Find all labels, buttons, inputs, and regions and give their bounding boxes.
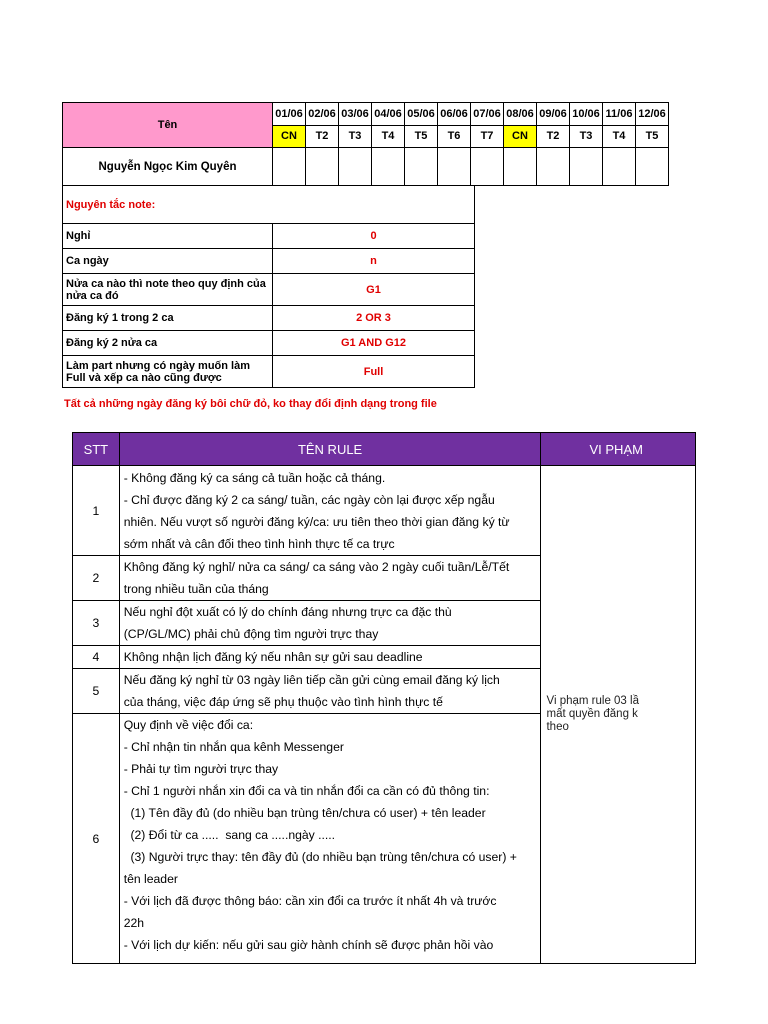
date-cell: 01/06 [273,103,306,126]
rule-line: - Không đăng ký ca sáng cả tuần hoặc cả tháng. [123,470,386,485]
note-label: Nghỉ [63,224,273,249]
note-value: G1 AND G12 [273,331,475,356]
rule-number: 3 [73,601,120,646]
rule-line: (3) Người trực thay: tên đầy đủ (do nhiều bạn trùng tên/chưa có user) + [123,850,517,864]
rule-number: 4 [73,646,120,669]
note-label: Ca ngày [63,249,273,274]
note-label: Nửa ca nào thì note theo quy định của nửa ca đó [63,274,273,306]
date-cell: 11/06 [603,103,636,126]
rule-line: (2) Đổi từ ca ..... sang ca .....ngày ..... [123,828,336,842]
schedule-cell[interactable] [306,148,339,186]
rule-line: - Với lịch dự kiến: nếu gửi sau giờ hành chính sẽ được phản hồi vào [123,938,494,952]
violation-line: mất quyền đăng k [546,708,638,720]
schedule-cell[interactable] [570,148,603,186]
rule-number: 1 [73,466,120,556]
rule-text [119,646,541,669]
note-label: Làm part nhưng có ngày muốn làm Full và xếp ca nào cũng được [63,356,273,388]
day-cell: CN [273,125,306,148]
rule-number: 6 [73,714,120,964]
note-value: 0 [273,224,475,249]
note-value: G1 [273,274,475,306]
rule-line: - Phải tự tìm người trực thay [123,762,279,776]
schedule-cell[interactable] [636,148,669,186]
employee-name: Nguyễn Ngọc Kim Quyên [63,148,273,186]
day-cell: T7 [471,125,504,148]
rule-number: 2 [73,556,120,601]
note-value: 2 OR 3 [273,306,475,331]
rule-line: - Chỉ 1 người nhắn xin đổi ca và tin nhắn đổi ca cần có đủ thông tin: [123,784,490,798]
note-value: Full [273,356,475,388]
date-cell: 02/06 [306,103,339,126]
schedule-cell[interactable] [339,148,372,186]
day-cell: CN [504,125,537,148]
rule-line: Quy định về việc đổi ca: [123,718,254,732]
rule-line: của tháng, việc đáp ứng sẽ phụ thuộc vào tình hình thực tế [123,695,443,709]
rule-line: Nếu nghỉ đột xuất có lý do chính đáng nhưng trực ca đặc thù [123,605,452,619]
date-cell: 04/06 [372,103,405,126]
rule-text [119,556,541,601]
day-cell: T2 [306,125,339,148]
note-value: n [273,249,475,274]
rule-text [119,714,541,964]
rule-text [119,669,541,714]
rule-line: (1) Tên đầy đủ (do nhiều bạn trùng tên/chưa có user) + tên leader [123,806,486,820]
rule-line: - Chỉ nhận tin nhắn qua kênh Messenger [123,740,344,754]
rule-line: 22h [123,916,145,930]
violation-line: theo [546,721,569,733]
rules-table [72,432,696,964]
day-cell: T6 [438,125,471,148]
schedule-cell[interactable] [504,148,537,186]
note-label: Đăng ký 2 nửa ca [63,331,273,356]
schedule-table [62,102,669,186]
stt-header: STT [73,433,120,466]
day-cell: T4 [603,125,636,148]
schedule-cell[interactable] [273,148,306,186]
notes-table [62,186,475,388]
name-header: Tên [63,103,273,148]
date-cell: 03/06 [339,103,372,126]
rule-line: sớm nhất và cân đối theo tình hình thực tế ca trực [123,536,395,551]
rules-section [72,432,696,952]
schedule-cell[interactable] [405,148,438,186]
violation-line: Vi phạm rule 03 lầ [546,695,639,707]
date-cell: 07/06 [471,103,504,126]
violation-header: VI PHẠM [541,433,696,466]
rule-text [119,466,541,556]
rule-line: Không đăng ký nghỉ/ nửa ca sáng/ ca sáng vào 2 ngày cuối tuần/Lễ/Tết [123,560,510,574]
rule-line: - Chỉ được đăng ký 2 ca sáng/ tuần, các ngày còn lại được xếp ngẫu [123,492,495,507]
rule-number: 5 [73,669,120,714]
note-label: Đăng ký 1 trong 2 ca [63,306,273,331]
rule-line: (CP/GL/MC) phải chủ động tìm người trực thay [123,627,379,641]
day-cell: T3 [570,125,603,148]
rule-line: - Với lịch đã được thông báo: cần xin đổi ca trước ít nhất 4h và trước [123,894,497,908]
rule-line: tên leader [123,872,178,886]
date-cell: 10/06 [570,103,603,126]
rule-line: nhiên. Nếu vượt số người đăng ký/ca: ưu tiên theo thời gian đăng ký từ [123,514,510,529]
date-cell: 12/06 [636,103,669,126]
schedule-cell[interactable] [471,148,504,186]
rule-line: Nếu đăng ký nghỉ từ 03 ngày liên tiếp cần gửi cùng email đăng ký lịch [123,673,500,687]
schedule-cell[interactable] [372,148,405,186]
notes-footnote: Tất cả những ngày đăng ký bôi chữ đỏ, ko thay đổi định dạng trong file [64,398,437,410]
schedule-cell[interactable] [438,148,471,186]
rule-line: Không nhận lịch đăng ký nếu nhân sự gửi sau deadline [123,650,423,664]
date-cell: 09/06 [537,103,570,126]
day-cell: T5 [636,125,669,148]
date-cell: 06/06 [438,103,471,126]
schedule-cell[interactable] [603,148,636,186]
violation-cell [541,466,696,964]
notes-title: Nguyên tắc note: [63,186,475,224]
date-cell: 08/06 [504,103,537,126]
day-cell: T5 [405,125,438,148]
day-cell: T2 [537,125,570,148]
day-cell: T4 [372,125,405,148]
rule-text [119,601,541,646]
rule-header: TÊN RULE [119,433,541,466]
date-cell: 05/06 [405,103,438,126]
schedule-cell[interactable] [537,148,570,186]
rule-line: trong nhiều tuần của tháng [123,582,269,596]
day-cell: T3 [339,125,372,148]
